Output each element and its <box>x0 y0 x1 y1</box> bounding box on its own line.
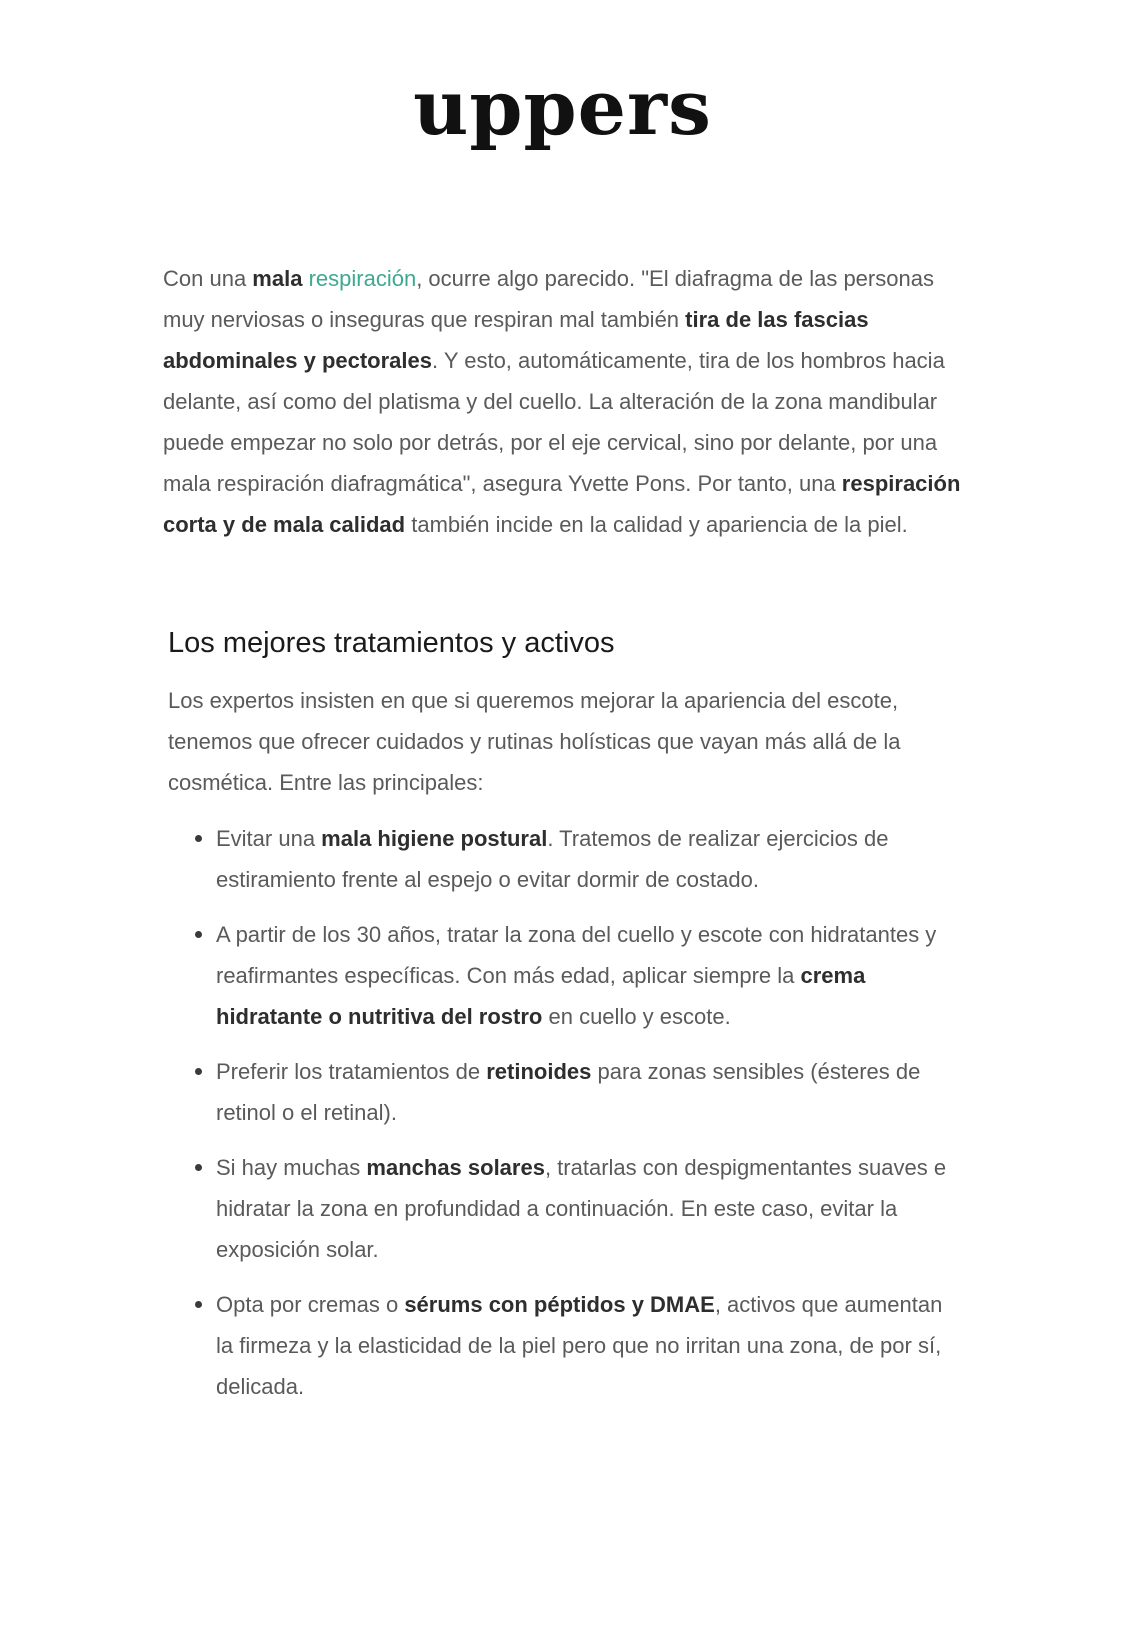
intro-paragraph <box>163 258 963 545</box>
site-logo[interactable]: uppers <box>413 63 712 152</box>
article-body <box>163 258 963 1399</box>
section-heading: Los mejores tratamientos y activos <box>168 627 615 659</box>
respiracion-link[interactable]: respiración <box>308 266 417 291</box>
bullet-icon <box>195 1301 202 1308</box>
intro-text: , ocurre algo parecido. "El diafragma de las personas muy nerviosas o inseguras que respiran mal también <box>163 266 934 332</box>
treatments-list <box>173 818 963 1421</box>
section-lead-paragraph: Los expertos insisten en que si queremos mejorar la apariencia del escote, tenemos que ofrecer cuidados y rutinas holísticas que vayan más allá de la cosmética. Entre las principales: <box>168 688 901 795</box>
list-item: Opta por cremas o sérums con péptidos y DMAE, activos que aumentan la firmeza y la elasticidad de la piel pero que no irritan una zona, de por sí, delicada. <box>173 1284 963 1407</box>
bullet-icon <box>195 835 202 842</box>
intro-text: Con una <box>163 266 253 291</box>
intro-bold-respiracion: respiración corta y de mala calidad <box>163 471 961 537</box>
intro-text: también incide en la calidad y apariencia de la piel. <box>405 512 908 537</box>
intro-bold-fascias: tira de las fascias abdominales y pectorales <box>163 307 869 373</box>
intro-text: . Y esto, automáticamente, tira de los hombros hacia delante, así como del platisma y del cuello. La alteración de la zona mandibular puede empezar no solo por detrás, por el eje cervical, sino por delante, por una mala respiración diafragmática", asegura Yvette Pons. Por tanto, una <box>163 348 945 496</box>
bullet-icon <box>195 1164 202 1171</box>
list-item: A partir de los 30 años, tratar la zona del cuello y escote con hidratantes y reafirmantes específicas. Con más edad, aplicar siempre la crema hidratante o nutritiva del rostro en cuello y escote. <box>173 914 963 1037</box>
bullet-icon <box>195 1068 202 1075</box>
list-item: Preferir los tratamientos de retinoides para zonas sensibles (ésteres de retinol o el retinal). <box>173 1051 963 1133</box>
list-item: Evitar una mala higiene postural. Tratemos de realizar ejercicios de estiramiento frente al espejo o evitar dormir de costado. <box>173 818 963 900</box>
list-item: Si hay muchas manchas solares, tratarlas con despigmentantes suaves e hidratar la zona en profundidad a continuación. En este caso, evitar la exposición solar. <box>173 1147 963 1270</box>
bullet-icon <box>195 931 202 938</box>
intro-bold-mala: mala <box>252 266 303 291</box>
